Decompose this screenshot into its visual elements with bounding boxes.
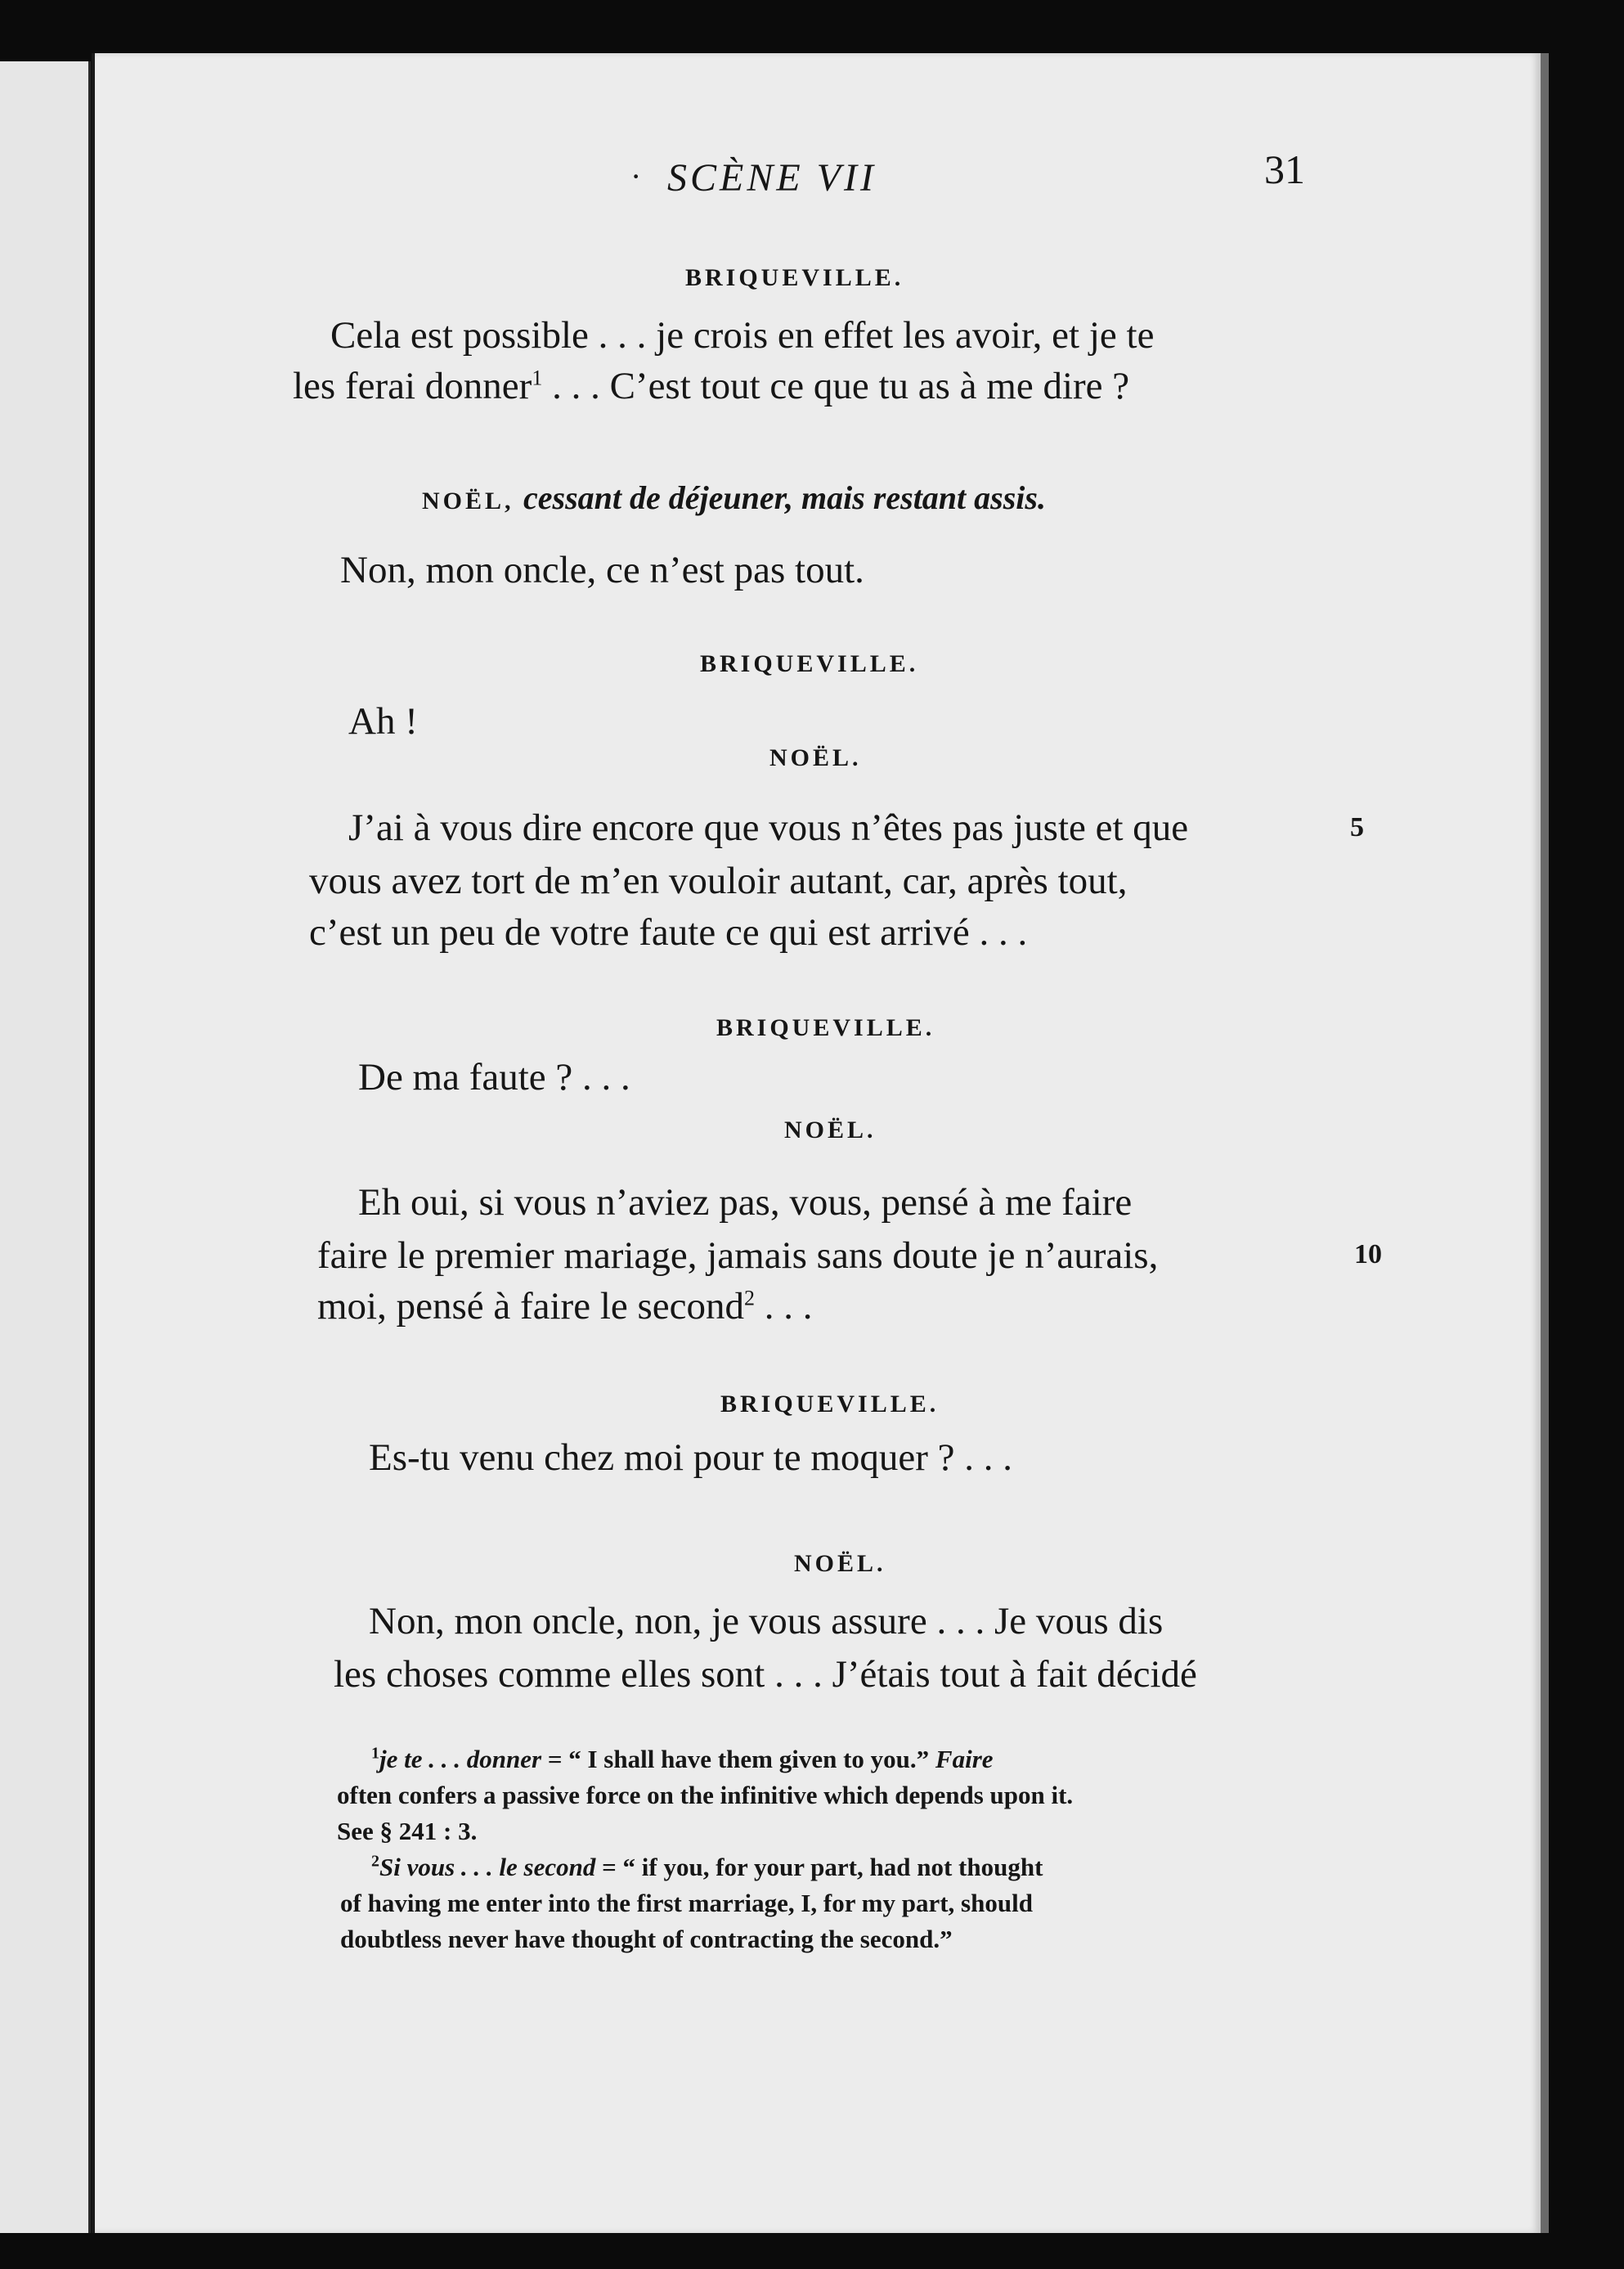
dialogue-line: Eh oui, si vous n’aviez pas, vous, pensé à me faire (358, 1181, 1133, 1224)
speaker-name: BRIQUEVILLE. (720, 1391, 940, 1418)
stage-direction: cessant de déjeuner, mais restant assis. (523, 479, 1046, 516)
header-dot: · (630, 158, 642, 195)
speaker-name: BRIQUEVILLE. (716, 1014, 935, 1041)
page-number: 31 (1264, 146, 1305, 192)
footnote-marker: 1 (532, 366, 543, 390)
dialogue-line: moi, pensé à faire le second$^2$ . . . (317, 1285, 813, 1328)
dialogue-line: J’ai à vous dire encore que vous n’êtes pas juste et que (348, 807, 1189, 849)
speaker-name: NOËL. (769, 744, 862, 771)
footnote-2-line: of having me enter into the first marriage, I, for my part, should (340, 1889, 1033, 1917)
running-head: SCÈNE VII (667, 156, 877, 200)
footnote-2: $^2$Si vous . . . le second = “ if you, for your part, had not thought (371, 1852, 1043, 1881)
dialogue-line: vous avez tort de m’en vouloir autant, car, après tout, (309, 860, 1128, 902)
speaker-name: BRIQUEVILLE. (685, 264, 904, 291)
page-header (95, 146, 1541, 221)
dialogue-line: c’est un peu de votre faute ce qui est arrivé . . . (309, 911, 1028, 954)
dialogue-line: De ma faute ? . . . (358, 1056, 630, 1099)
dialogue-line: Es-tu venu chez moi pour te moquer ? . . . (369, 1436, 1013, 1479)
dialogue-line: les ferai donner$^1$ . . . C’est tout ce que tu as à me dire ? (293, 365, 1130, 407)
dialogue-line: Ah ! (348, 700, 418, 743)
footnote-2-line: doubtless never have thought of contracting the second.” (340, 1925, 953, 1953)
book-page (92, 53, 1541, 2233)
speaker-name: BRIQUEVILLE. (700, 650, 919, 677)
footnote-marker: 2 (744, 1286, 756, 1310)
dialogue-line: les choses comme elles sont . . . J’étais tout à fait décidé (334, 1653, 1197, 1696)
footnote-1: $^1$je te . . . donner = “ I shall have them given to you.” Faire (371, 1744, 994, 1773)
speaker-name: NOËL. (784, 1117, 877, 1143)
page-content (95, 53, 1541, 2233)
speaker-name: NOËL. (794, 1550, 886, 1577)
footnote-1-line: See § 241 : 3. (337, 1817, 478, 1845)
dialogue-line: Non, mon oncle, non, je vous assure . . . Je vous dis (369, 1600, 1164, 1642)
facing-page-edge (0, 61, 91, 2233)
dialogue-line: Cela est possible . . . je crois en effet les avoir, et je te (330, 314, 1155, 357)
dialogue-line: Non, mon oncle, ce n’est pas tout. (340, 549, 864, 591)
line-number: 5 (1350, 812, 1364, 842)
dialogue-line: faire le premier mariage, jamais sans doute je n’aurais, (317, 1234, 1159, 1277)
speaker-heading: NOËL, cessant de déjeuner, mais restant assis. (422, 479, 1046, 516)
footnote-1-line: often confers a passive force on the infinitive which depends upon it. (337, 1781, 1074, 1809)
line-number: 10 (1354, 1239, 1382, 1269)
